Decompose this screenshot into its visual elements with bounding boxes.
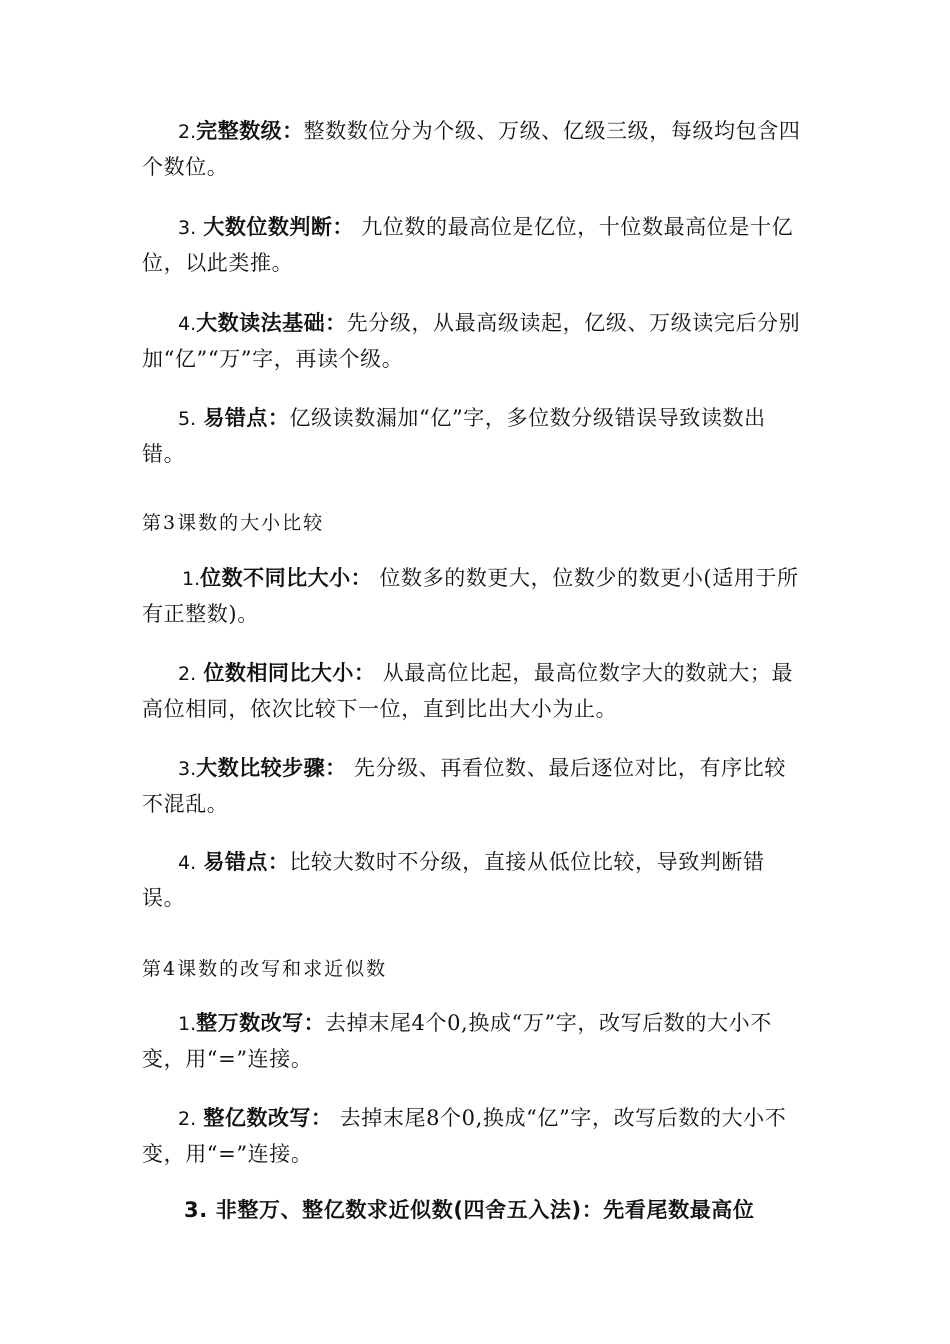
list-item — [142, 1193, 806, 1228]
lesson-heading: 第3课数的大小比较 — [142, 512, 325, 534]
list-item — [142, 561, 806, 632]
item-text: 位数多的数更大，位数少的数更小(适用于所有正整数)。 — [142, 566, 799, 626]
item-term: 完整数级： — [196, 119, 304, 143]
item-number: 2. — [178, 1108, 197, 1130]
item-text: 九位数的最高位是亿位，十位数最高位是十亿位，以此类推。 — [142, 215, 794, 275]
item-text: 去掉末尾8个0,换成“亿”字，改写后数的大小不变，用“=”连接。 — [142, 1106, 787, 1166]
list-item — [142, 845, 806, 916]
item-term: 整万数改写： — [196, 1011, 326, 1035]
list-item — [142, 114, 806, 185]
item-number: 4. — [178, 313, 197, 335]
item-text: 亿级读数漏加“亿”字，多位数分级错误导致读数出错。 — [142, 406, 766, 466]
item-number: 2. — [178, 121, 197, 143]
list-item — [142, 401, 806, 472]
item-text: 非整万、整亿数求近似数(四舍五入法)：先看尾数最高位 — [215, 1198, 755, 1222]
list-item — [142, 751, 806, 822]
lesson-heading: 第4课数的改写和求近似数 — [142, 958, 388, 980]
item-number: 1. — [182, 568, 201, 590]
item-text: 比较大数时不分级，直接从低位比较，导致判断错误。 — [142, 850, 765, 910]
list-item — [142, 306, 806, 377]
item-text: 先分级、再看位数、最后逐位对比，有序比较不混乱。 — [142, 756, 786, 816]
item-term: 易错点： — [203, 406, 290, 430]
list-item — [142, 1101, 806, 1172]
item-number: 5. — [178, 408, 197, 430]
item-number: 2. — [178, 663, 197, 685]
list-item — [142, 1006, 806, 1077]
item-term: 大数位数判断： — [203, 215, 354, 239]
item-number: 3. — [184, 1198, 208, 1222]
list-item — [142, 656, 806, 727]
item-text: 先分级，从最高级读起，亿级、万级读完后分别加“亿”“万”字，再读个级。 — [142, 311, 801, 371]
item-term: 大数比较步骤： — [196, 756, 347, 780]
item-text: 整数数位分为个级、万级、亿级三级，每级均包含四个数位。 — [142, 119, 801, 179]
item-text: 去掉末尾4个0,换成“万”字，改写后数的大小不变，用“=”连接。 — [142, 1011, 772, 1071]
item-number: 3. — [178, 217, 197, 239]
list-item — [142, 210, 806, 281]
item-term: 易错点： — [203, 850, 290, 874]
item-term: 位数相同比大小： — [203, 661, 376, 685]
item-number: 3. — [178, 758, 197, 780]
item-number: 4. — [178, 852, 197, 874]
item-term: 大数读法基础： — [196, 311, 347, 335]
item-term: 整亿数改写： — [203, 1106, 333, 1130]
item-number: 1. — [178, 1013, 197, 1035]
item-text: 从最高位比起，最高位数字大的数就大；最高位相同，依次比较下一位，直到比出大小为止。 — [142, 661, 794, 721]
item-term: 位数不同比大小： — [200, 566, 373, 590]
